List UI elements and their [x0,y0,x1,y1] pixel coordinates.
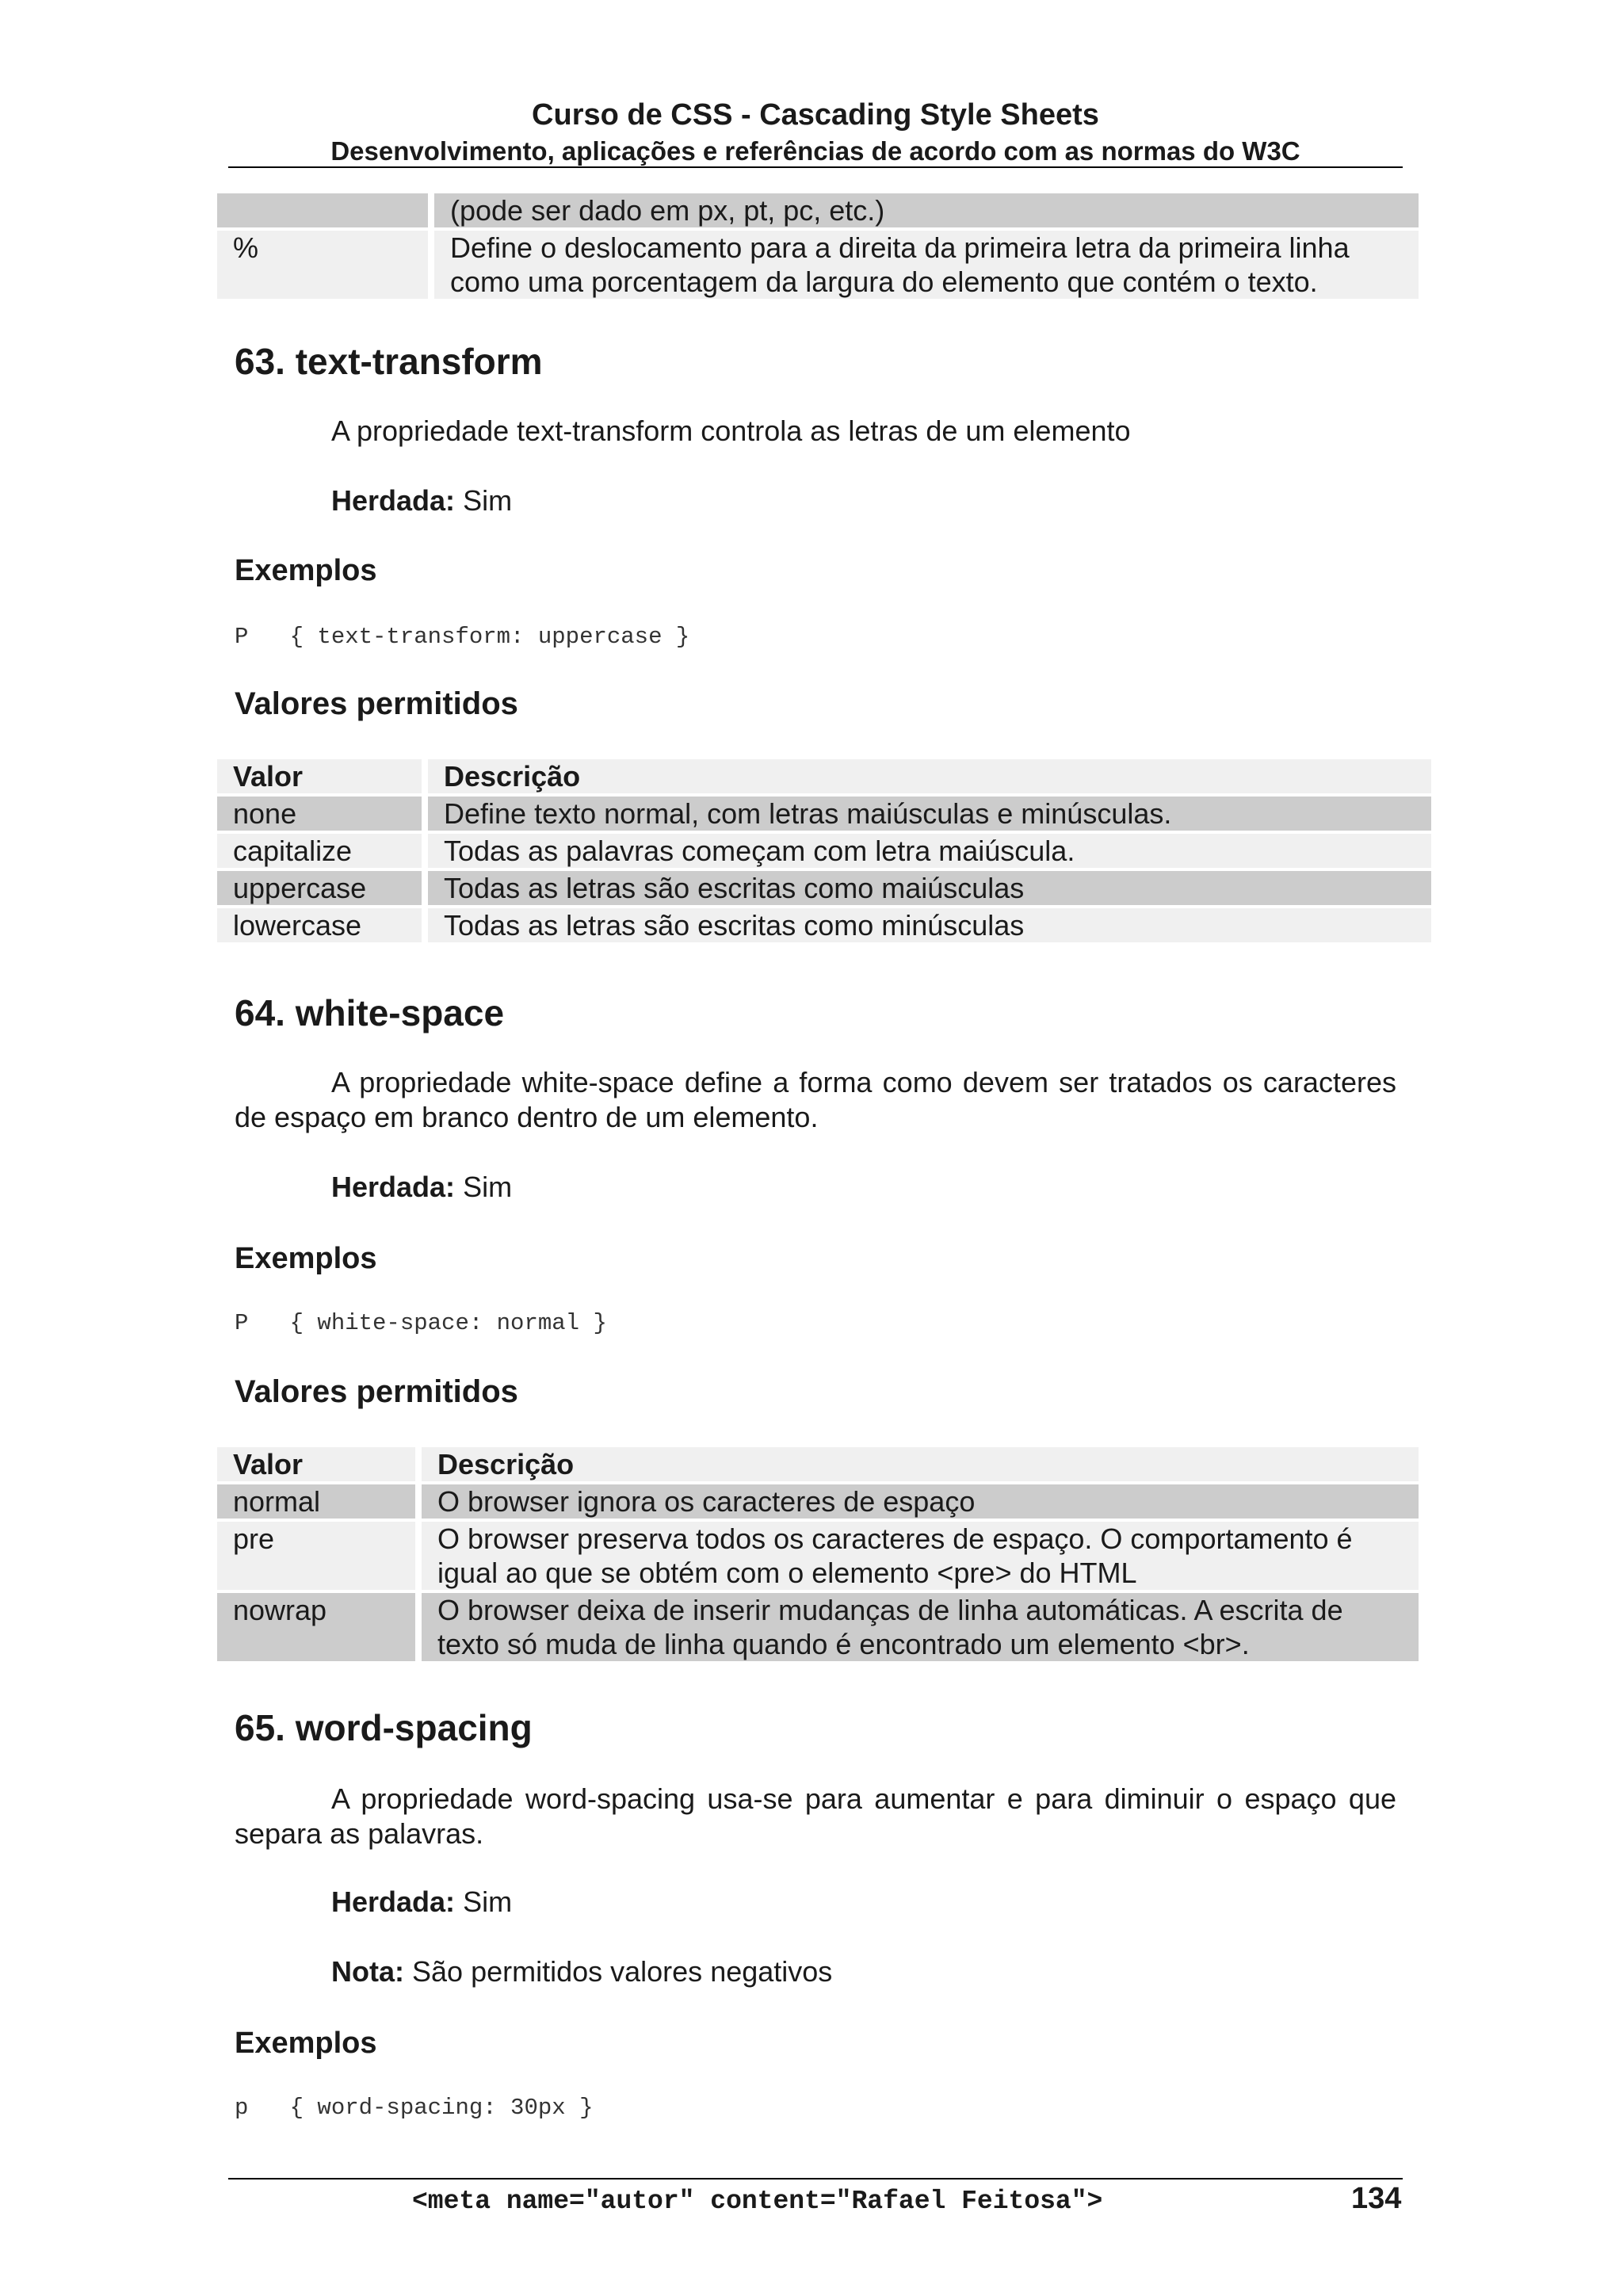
footer-divider [228,2178,1403,2179]
continued-values-table [211,190,1425,302]
values-table-text-transform [211,756,1438,946]
inherited-line [331,483,512,518]
inherited-value: Sim [463,484,513,517]
section-title-word-spacing: 65. word-spacing [235,1707,533,1748]
note-label: Nota: [331,1955,404,1988]
code-example: p { word-spacing: 30px } [235,2095,594,2121]
inherited-label: Herdada: [331,484,456,517]
page-header [228,95,1403,168]
header-divider [228,166,1403,168]
section-intro: A propriedade text-transform controla as letras de um elemento [331,415,1131,447]
inherited-label: Herdada: [331,1885,456,1918]
value-cell: uppercase [217,871,422,905]
table-row [217,1593,1419,1661]
inherited-label: Herdada: [331,1171,456,1203]
inherited-value: Sim [463,1171,513,1203]
description-cell: Todas as letras são escritas como minúsculas [428,908,1431,942]
description-cell: O browser ignora os caracteres de espaço [422,1484,1419,1519]
examples-heading: Exemplos [235,554,377,587]
inherited-line [331,1170,512,1205]
document-subtitle: Desenvolvimento, aplicações e referências de acordo com as normas do W3C [330,136,1300,166]
description-cell: (pode ser dado em px, pt, pc, etc.) [434,193,1419,227]
value-cell: lowercase [217,908,422,942]
section-title-white-space: 64. white-space [235,992,505,1033]
inherited-line [331,1885,512,1920]
document-title: Curso de CSS - Cascading Style Sheets [532,98,1099,132]
description-cell: O browser preserva todos os caracteres de espaço. O comportamento é igual ao que se obtém com o elemento <pre> do HTML [422,1522,1419,1590]
page-number: 134 [1351,2182,1402,2215]
value-cell: nowrap [217,1593,415,1661]
description-cell: O browser deixa de inserir mudanças de linha automáticas. A escrita de texto só muda de linha quando é encontrado um elemento <br>. [422,1593,1419,1661]
code-example: P { white-space: normal } [235,1310,607,1336]
column-header: Descrição [428,759,1431,793]
allowed-values-heading: Valores permitidos [235,686,518,721]
table-row [217,834,1431,868]
table-row [217,797,1431,831]
code-example: P { text-transform: uppercase } [235,624,690,650]
inherited-value: Sim [463,1885,513,1918]
section-intro: A propriedade white-space define a forma como devem ser tratados os caracteres de espaço em branco dentro de um elemento. [235,1066,1396,1133]
column-header: Descrição [422,1447,1419,1481]
note-line [331,1954,832,1989]
table-header-row [217,1447,1419,1481]
table-row [217,1484,1419,1519]
value-cell: pre [217,1522,415,1590]
table-row [217,193,1419,227]
allowed-values-heading: Valores permitidos [235,1374,518,1409]
table-row [217,1522,1419,1590]
section-title-text-transform: 63. text-transform [235,341,543,382]
column-header: Valor [217,1447,415,1481]
description-cell: Todas as letras são escritas como maiúsculas [428,871,1431,905]
values-table-white-space [211,1444,1425,1664]
table-row [217,908,1431,942]
description-cell: Todas as palavras começam com letra maiúscula. [428,834,1431,868]
value-cell: normal [217,1484,415,1519]
section-intro: A propriedade word-spacing usa-se para aumentar e para diminuir o espaço que separa as palavras. [235,1782,1396,1850]
table-header-row [217,759,1431,793]
table-row [217,231,1419,299]
value-cell: none [217,797,422,831]
description-cell: Define o deslocamento para a direita da primeira letra da primeira linha como uma porcentagem da largura do elemento que contém o texto. [434,231,1419,299]
value-cell [217,193,428,227]
table-row [217,871,1431,905]
description-cell: Define texto normal, com letras maiúsculas e minúsculas. [428,797,1431,831]
examples-heading: Exemplos [235,2027,377,2060]
examples-heading: Exemplos [235,1242,377,1275]
value-cell: % [217,231,428,299]
footer-meta: <meta name="autor" content="Rafael Feitosa"> [412,2187,1103,2216]
value-cell: capitalize [217,834,422,868]
column-header: Valor [217,759,422,793]
note-value: São permitidos valores negativos [412,1955,833,1988]
